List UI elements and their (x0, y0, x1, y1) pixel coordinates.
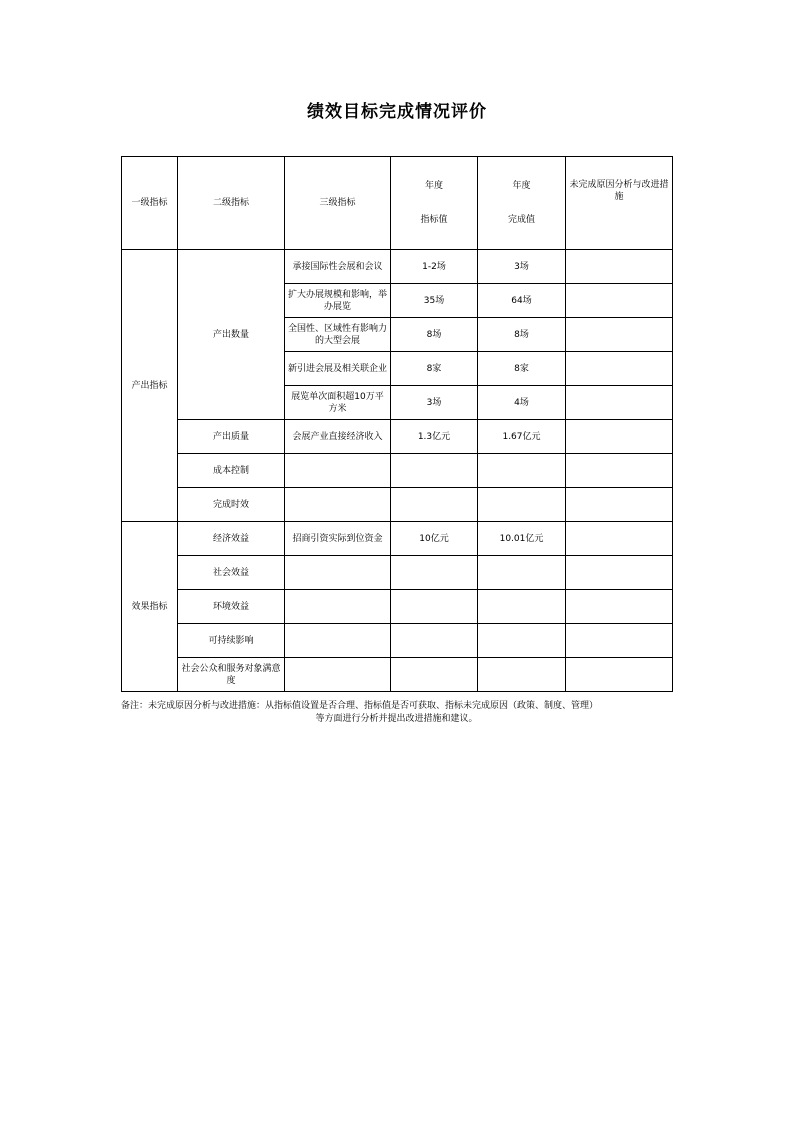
header-level1: 一级指标 (122, 157, 178, 250)
target-cell (391, 556, 478, 590)
actual-cell (478, 658, 566, 692)
indicator-cell (285, 658, 391, 692)
group-effect: 效果指标 (122, 522, 178, 692)
actual-cell: 4场 (478, 386, 566, 420)
actual-cell: 8家 (478, 352, 566, 386)
analysis-cell (566, 386, 673, 420)
header-actual (478, 157, 566, 250)
actual-cell: 8场 (478, 318, 566, 352)
analysis-cell (566, 284, 673, 318)
indicator-cell: 新引进会展及相关联企业 (285, 352, 391, 386)
table-row (122, 420, 673, 454)
indicator-cell (285, 624, 391, 658)
analysis-cell (566, 488, 673, 522)
header-analysis: 未完成原因分析与改进措施 (566, 157, 673, 250)
header-actual-bottom: 完成值 (507, 215, 535, 225)
target-cell: 8场 (391, 318, 478, 352)
analysis-cell (566, 522, 673, 556)
analysis-cell (566, 590, 673, 624)
actual-cell: 10.01亿元 (478, 522, 566, 556)
actual-cell: 1.67亿元 (478, 420, 566, 454)
level2-cost: 成本控制 (178, 454, 285, 488)
footnote-line-2: 等方面进行分析并提出改进措施和建议。 (315, 714, 478, 724)
indicator-cell: 承接国际性会展和会议 (285, 250, 391, 284)
table-row (122, 250, 673, 284)
table-row (122, 590, 673, 624)
actual-cell: 3场 (478, 250, 566, 284)
target-cell: 10亿元 (391, 522, 478, 556)
actual-cell (478, 488, 566, 522)
indicator-cell (285, 590, 391, 624)
analysis-cell (566, 658, 673, 692)
analysis-cell (566, 352, 673, 386)
header-level2: 二级指标 (178, 157, 285, 250)
level2-quantity: 产出数量 (178, 250, 285, 420)
table-row (122, 556, 673, 590)
level2-quality: 产出质量 (178, 420, 285, 454)
level2-social: 社会效益 (178, 556, 285, 590)
level2-economic: 经济效益 (178, 522, 285, 556)
analysis-cell (566, 624, 673, 658)
table-row (122, 488, 673, 522)
actual-cell (478, 590, 566, 624)
footnote (121, 700, 672, 726)
target-cell (391, 624, 478, 658)
indicator-cell: 招商引资实际到位资金 (285, 522, 391, 556)
analysis-cell (566, 556, 673, 590)
table-row (122, 522, 673, 556)
footnote-line-1: 备注：未完成原因分析与改进措施：从指标值设置是否合理、指标值是否可获取、指标未完成原因（政策、制度、管理） (121, 701, 599, 711)
indicator-cell (285, 488, 391, 522)
target-cell: 3场 (391, 386, 478, 420)
header-target-top: 年度 (424, 181, 443, 191)
header-level3: 三级指标 (285, 157, 391, 250)
indicator-cell (285, 454, 391, 488)
indicator-cell: 全国性、区域性有影响力的大型会展 (285, 318, 391, 352)
table-header-row (122, 157, 673, 250)
target-cell: 8家 (391, 352, 478, 386)
level2-sustainable: 可持续影响 (178, 624, 285, 658)
analysis-cell (566, 454, 673, 488)
indicator-cell: 展览单次面积超10万平方米 (285, 386, 391, 420)
evaluation-table (121, 156, 673, 692)
table-row (122, 658, 673, 692)
table-row (122, 624, 673, 658)
target-cell (391, 590, 478, 624)
group-output: 产出指标 (122, 250, 178, 522)
header-actual-top: 年度 (512, 181, 531, 191)
target-cell (391, 488, 478, 522)
target-cell: 1.3亿元 (391, 420, 478, 454)
actual-cell: 64场 (478, 284, 566, 318)
level2-timeliness: 完成时效 (178, 488, 285, 522)
indicator-cell: 扩大办展规模和影响，举办展览 (285, 284, 391, 318)
target-cell (391, 454, 478, 488)
target-cell: 35场 (391, 284, 478, 318)
analysis-cell (566, 250, 673, 284)
page-title: 绩效目标完成情况评价 (307, 102, 487, 122)
indicator-cell: 会展产业直接经济收入 (285, 420, 391, 454)
analysis-cell (566, 420, 673, 454)
header-target-bottom: 指标值 (420, 215, 448, 225)
target-cell: 1-2场 (391, 250, 478, 284)
level2-environment: 环境效益 (178, 590, 285, 624)
header-target (391, 157, 478, 250)
analysis-cell (566, 318, 673, 352)
actual-cell (478, 624, 566, 658)
table-row (122, 454, 673, 488)
target-cell (391, 658, 478, 692)
indicator-cell (285, 556, 391, 590)
actual-cell (478, 454, 566, 488)
level2-satisfaction: 社会公众和服务对象满意度 (178, 658, 285, 692)
actual-cell (478, 556, 566, 590)
